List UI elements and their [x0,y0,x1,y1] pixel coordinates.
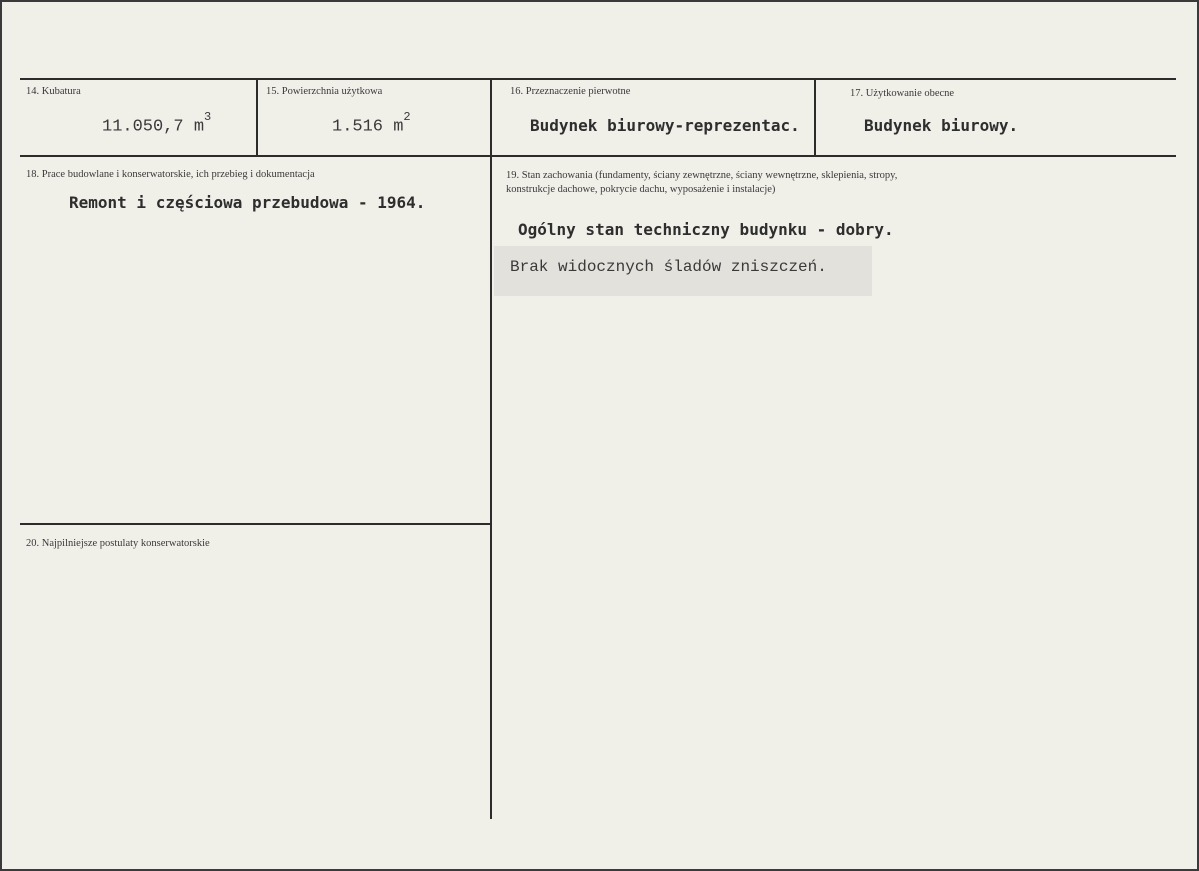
field-17-value: Budynek biurowy. [864,116,1019,135]
field-20-label: 20. Najpilniejsze postulaty konserwatorskie [26,538,210,549]
field-19-label-line-1: 19. Stan zachowania (fundamenty, ściany zewnętrzne, ściany wewnętrzne, sklepienia, stropy, [506,170,898,181]
row-divider [20,155,1176,157]
field-16-value: Budynek biurowy-reprezentac. [530,116,800,135]
top-rule [20,78,1176,80]
field-19-value-line-1: Ogólny stan techniczny budynku - dobry. [518,220,894,239]
col-divider-3 [814,78,816,155]
field-17-label: 17. Użytkowanie obecne [850,88,955,99]
col-divider-1 [256,78,258,155]
field-15-value: 1.516 $m^2$ [332,110,411,137]
field-15-label: 15. Powierzchnia użytkowa [266,86,383,97]
left-section-divider [20,523,490,525]
field-14-label: 14. Kubatura [26,86,81,97]
field-16-label: 16. Przeznaczenie pierwotne [510,86,631,97]
field-18-label: 18. Prace budowlane i konserwatorskie, ich przebieg i dokumentacja [26,169,315,180]
field-19-value-line-2: Brak widocznych śladów zniszczeń. [510,258,827,276]
field-19-label-line-2: konstrukcje dachowe, pokrycie dachu, wyposażenie i instalacje) [506,184,776,195]
field-18-value: Remont i częściowa przebudowa - 1964. [69,193,426,212]
field-14-value: 11.050,7 $m^3$ [102,110,212,137]
col-divider-2 [490,78,492,819]
